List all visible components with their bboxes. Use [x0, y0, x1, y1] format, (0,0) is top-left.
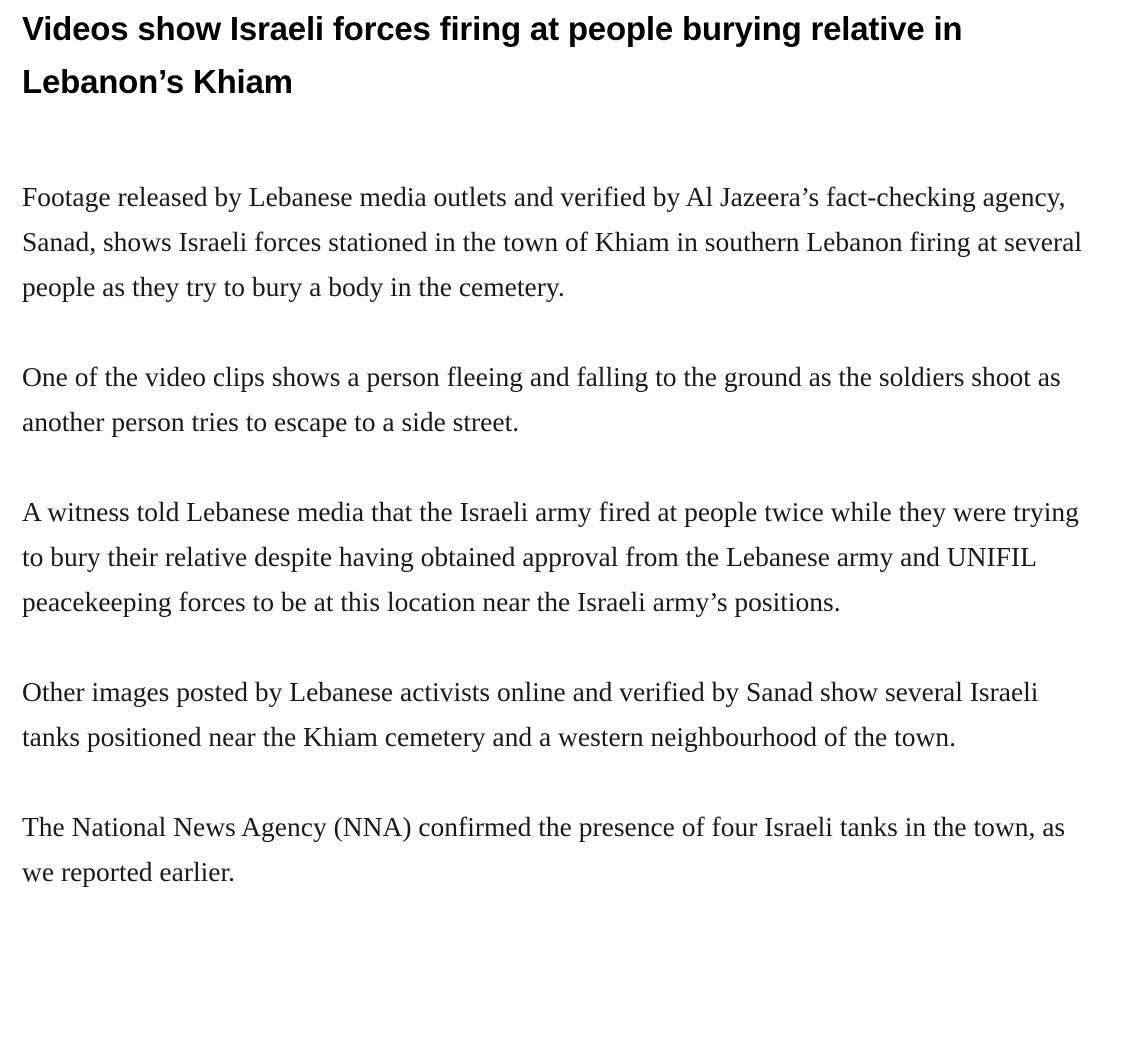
article-paragraph-2: One of the video clips shows a person fleeing and falling to the ground as the soldiers shoot as another person tries to escape to a side street.	[22, 361, 1061, 437]
article-paragraph-5: The National News Agency (NNA) confirmed the presence of four Israeli tanks in the town, as we reported earlier.	[22, 811, 1066, 887]
article-paragraph-4: Other images posted by Lebanese activists online and verified by Sanad show several Israeli tanks positioned near the Khiam cemetery and a western neighbourhood of the town.	[22, 676, 1039, 752]
article	[22, 0, 1102, 894]
article-paragraph-3: A witness told Lebanese media that the Israeli army fired at people twice while they were trying to bury their relative despite having obtained approval from the Lebanese army and UNIFIL peacekeeping forces to be at this location near the Israeli army’s positions.	[22, 496, 1079, 617]
article-paragraph-1: Footage released by Lebanese media outlets and verified by Al Jazeera’s fact-checking agency, Sanad, shows Israeli forces stationed in the town of Khiam in southern Lebanon firing at several people as they try to bury a body in the cemetery.	[22, 181, 1082, 302]
article-headline: Videos show Israeli forces firing at people burying relative in Lebanon’s Khiam	[22, 10, 963, 100]
